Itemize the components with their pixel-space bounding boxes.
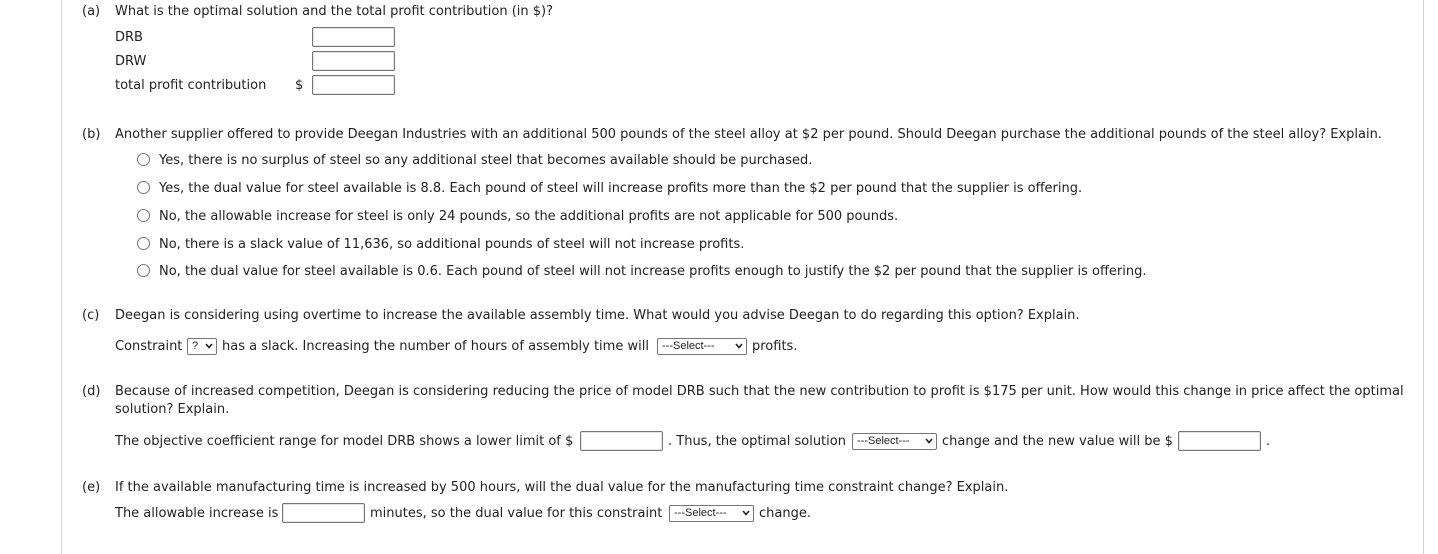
- lower-limit-text: The objective coefficient range for model DRB shows a lower limit of $: [115, 434, 574, 449]
- drb-label: DRB: [115, 30, 143, 45]
- option-label-5[interactable]: No, the dual value for steel available is 0.6. Each pound of steel will not increase profits enough to justify the $2 per pound that the supplier is offering.: [159, 264, 1147, 279]
- slack-text: has a slack. Increasing the number of hours of assembly time will: [222, 339, 649, 354]
- constraint-text: Constraint: [115, 339, 183, 354]
- minutes-text: minutes, so the dual value for this constraint: [370, 506, 663, 521]
- optimal-change-select-value: ---Select---: [857, 435, 910, 447]
- option-radio-1[interactable]: [137, 153, 150, 166]
- part-e-question: If the available manufacturing time is increased by 500 hours, will the dual value for the manufacturing time constraint change? Explain.: [115, 480, 1009, 495]
- assembly-effect-select[interactable]: [657, 338, 747, 355]
- chevron-down-icon: [735, 343, 743, 349]
- change-text: change.: [759, 506, 811, 521]
- allowable-increase-input[interactable]: [282, 503, 365, 523]
- option-radio-3[interactable]: [137, 209, 150, 222]
- chevron-down-icon: [925, 438, 933, 444]
- optimal-solution-text: . Thus, the optimal solution: [668, 434, 846, 449]
- constraint-select-value: ?: [192, 340, 199, 352]
- lower-limit-input[interactable]: [580, 431, 663, 451]
- option-radio-5[interactable]: [137, 264, 150, 277]
- option-radio-2[interactable]: [137, 181, 150, 194]
- part-d-question-line2: solution? Explain.: [115, 402, 230, 417]
- period-text: .: [1266, 434, 1271, 449]
- optimal-change-select[interactable]: [852, 433, 937, 450]
- constraint-select[interactable]: [187, 338, 217, 355]
- drb-input[interactable]: [312, 27, 395, 47]
- drw-input[interactable]: [312, 51, 395, 71]
- dual-value-change-select[interactable]: [669, 505, 754, 522]
- dual-value-change-select-value: ---Select---: [674, 507, 727, 519]
- total-profit-input[interactable]: [312, 75, 395, 95]
- option-label-3[interactable]: No, the allowable increase for steel is only 24 pounds, so the additional profits are not applicable for 500 pounds.: [159, 209, 899, 224]
- new-value-input[interactable]: [1178, 431, 1261, 451]
- option-radio-4[interactable]: [137, 237, 150, 250]
- new-value-text: change and the new value will be $: [942, 434, 1173, 449]
- part-a-letter: (a): [82, 4, 101, 19]
- dollar-sign: $: [295, 78, 304, 93]
- chevron-down-icon: [205, 343, 213, 349]
- option-label-1[interactable]: Yes, there is no surplus of steel so any additional steel that becomes available should be purchased.: [159, 153, 813, 168]
- part-b-question: Another supplier offered to provide Deegan Industries with an additional 500 pounds of the steel alloy at $2 per pound. Should Deegan purchase the additional pounds of the steel alloy? Explain.: [115, 127, 1382, 142]
- option-label-2[interactable]: Yes, the dual value for steel available is 8.8. Each pound of steel will increase profits more than the $2 per pound that the supplier is offering.: [159, 181, 1083, 196]
- part-e-letter: (e): [82, 480, 101, 495]
- assembly-effect-select-value: ---Select---: [662, 340, 715, 352]
- part-d-question-line1: Because of increased competition, Deegan is considering reducing the price of model DRB such that the new contribution to profit is $175 per unit. How would this change in price affect the optimal: [115, 384, 1404, 399]
- option-label-4[interactable]: No, there is a slack value of 11,636, so additional pounds of steel will not increase profits.: [159, 237, 745, 252]
- drw-label: DRW: [115, 54, 147, 69]
- profits-text: profits.: [752, 339, 798, 354]
- part-b-letter: (b): [82, 127, 101, 142]
- part-c-letter: (c): [82, 308, 100, 323]
- chevron-down-icon: [742, 510, 750, 516]
- allowable-increase-text: The allowable increase is: [115, 506, 279, 521]
- part-c-question: Deegan is considering using overtime to increase the available assembly time. What would you advise Deegan to do regarding this option? Explain.: [115, 308, 1080, 323]
- total-profit-label: total profit contribution: [115, 78, 267, 93]
- part-d-letter: (d): [82, 384, 101, 399]
- part-a-question: What is the optimal solution and the total profit contribution (in $)?: [115, 4, 553, 19]
